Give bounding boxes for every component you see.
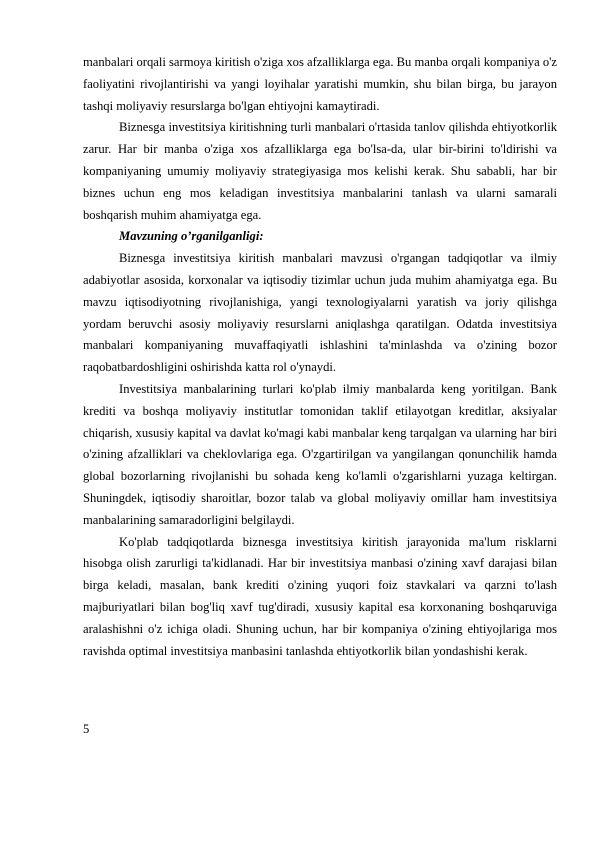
- paragraph-importance: Biznesga investitsiya kiritish manbalari mavzusi o'rgangan tadqiqotlar va ilmiy adabiyotlar asosida, korxonalar va iqtisodiy tizimlar uchun juda muhim ahamiyatga ega. Bu mavzu iqtisodiyotning rivojlanishiga, yangi texnologiyalarni yaratish va joriy qilishga yordam beruvchi asosiy moliyaviy resurslarni aniqlashga qaratilgan. Odatda investitsiya manbalari kompaniyaning muvaffaqiyatli ishlashini ta'minlashda va o'zining bozor raqobatbardoshligini oshirishda katta rol o'ynaydi.: [83, 251, 557, 375]
- document-page: [83, 52, 557, 662]
- paragraph-choice-of-sources: Biznesga investitsiya kiritishning turli manbalari o'rtasida tanlov qilishda ehtiyotkorlik zarur. Har bir manba o'ziga xos afzalliklarga ega bo'lsa-da, ular bir-birini to'ldirishi va kompaniyaning umumiy moliyaviy strategiyasiga mos kelishi kerak. Shu sababli, har bir biznes uchun eng mos keladigan investitsiya manbalarini tanlash va ularni samarali boshqarish muhim ahamiyatga ega.: [83, 120, 557, 222]
- page-number: 5: [83, 722, 90, 736]
- paragraph-continuation: manbalari orqali sarmoya kiritish o'ziga xos afzalliklarga ega. Bu manba orqali kompaniya o'z faoliyatini rivojlantirishi va yangi loyihalar yaratishi mumkin, shu bilan birga, bu jarayon tashqi moliyaviy resurslarga bo'lgan ehtiyojni kamaytiradi.: [83, 55, 557, 113]
- paragraph-risks: Ko'plab tadqiqotlarda biznesga investitsiya kiritish jarayonida ma'lum risklarni hisobga olish zarurligi ta'kidlanadi. Har bir investitsiya manbasi o'zining xavf darajasi bilan birga keladi, masalan, bank krediti o'zining yuqori foiz stavkalari va qarzni to'lash majburiyatlari bilan bog'liq xavf tug'diradi, xususiy kapital esa korxonaning boshqaruviga aralashishni o'z ichiga oladi. Shuning uchun, har bir kompaniya o'zining ehtiyojlariga mos ravishda optimal investitsiya manbasini tanlashda ehtiyotkorlik bilan yondashishi kerak.: [83, 534, 557, 658]
- section-heading: Mavzuning o’rganilganligi:: [119, 229, 264, 244]
- paragraph-types-of-sources: Investitsiya manbalarining turlari ko'plab ilmiy manbalarda keng yoritilgan. Bank krediti va boshqa moliyaviy institutlar tomonidan taklif etilayotgan kreditlar, aksiyalar chiqarish, xususiy kapital va davlat ko'magi kabi manbalar keng tarqalgan va ularning har biri o'zining afzalliklari va cheklovlariga ega. O'zgartirilgan va yangilangan qonunchilik hamda global bozorlarning rivojlanishi bu sohada keng ko'lamli o'zgarishlarni yuzaga keltirgan. Shuningdek, iqtisodiy sharoitlar, bozor talab va global moliyaviy omillar ham investitsiya manbalarining samaradorligini belgilaydi.: [83, 381, 557, 527]
